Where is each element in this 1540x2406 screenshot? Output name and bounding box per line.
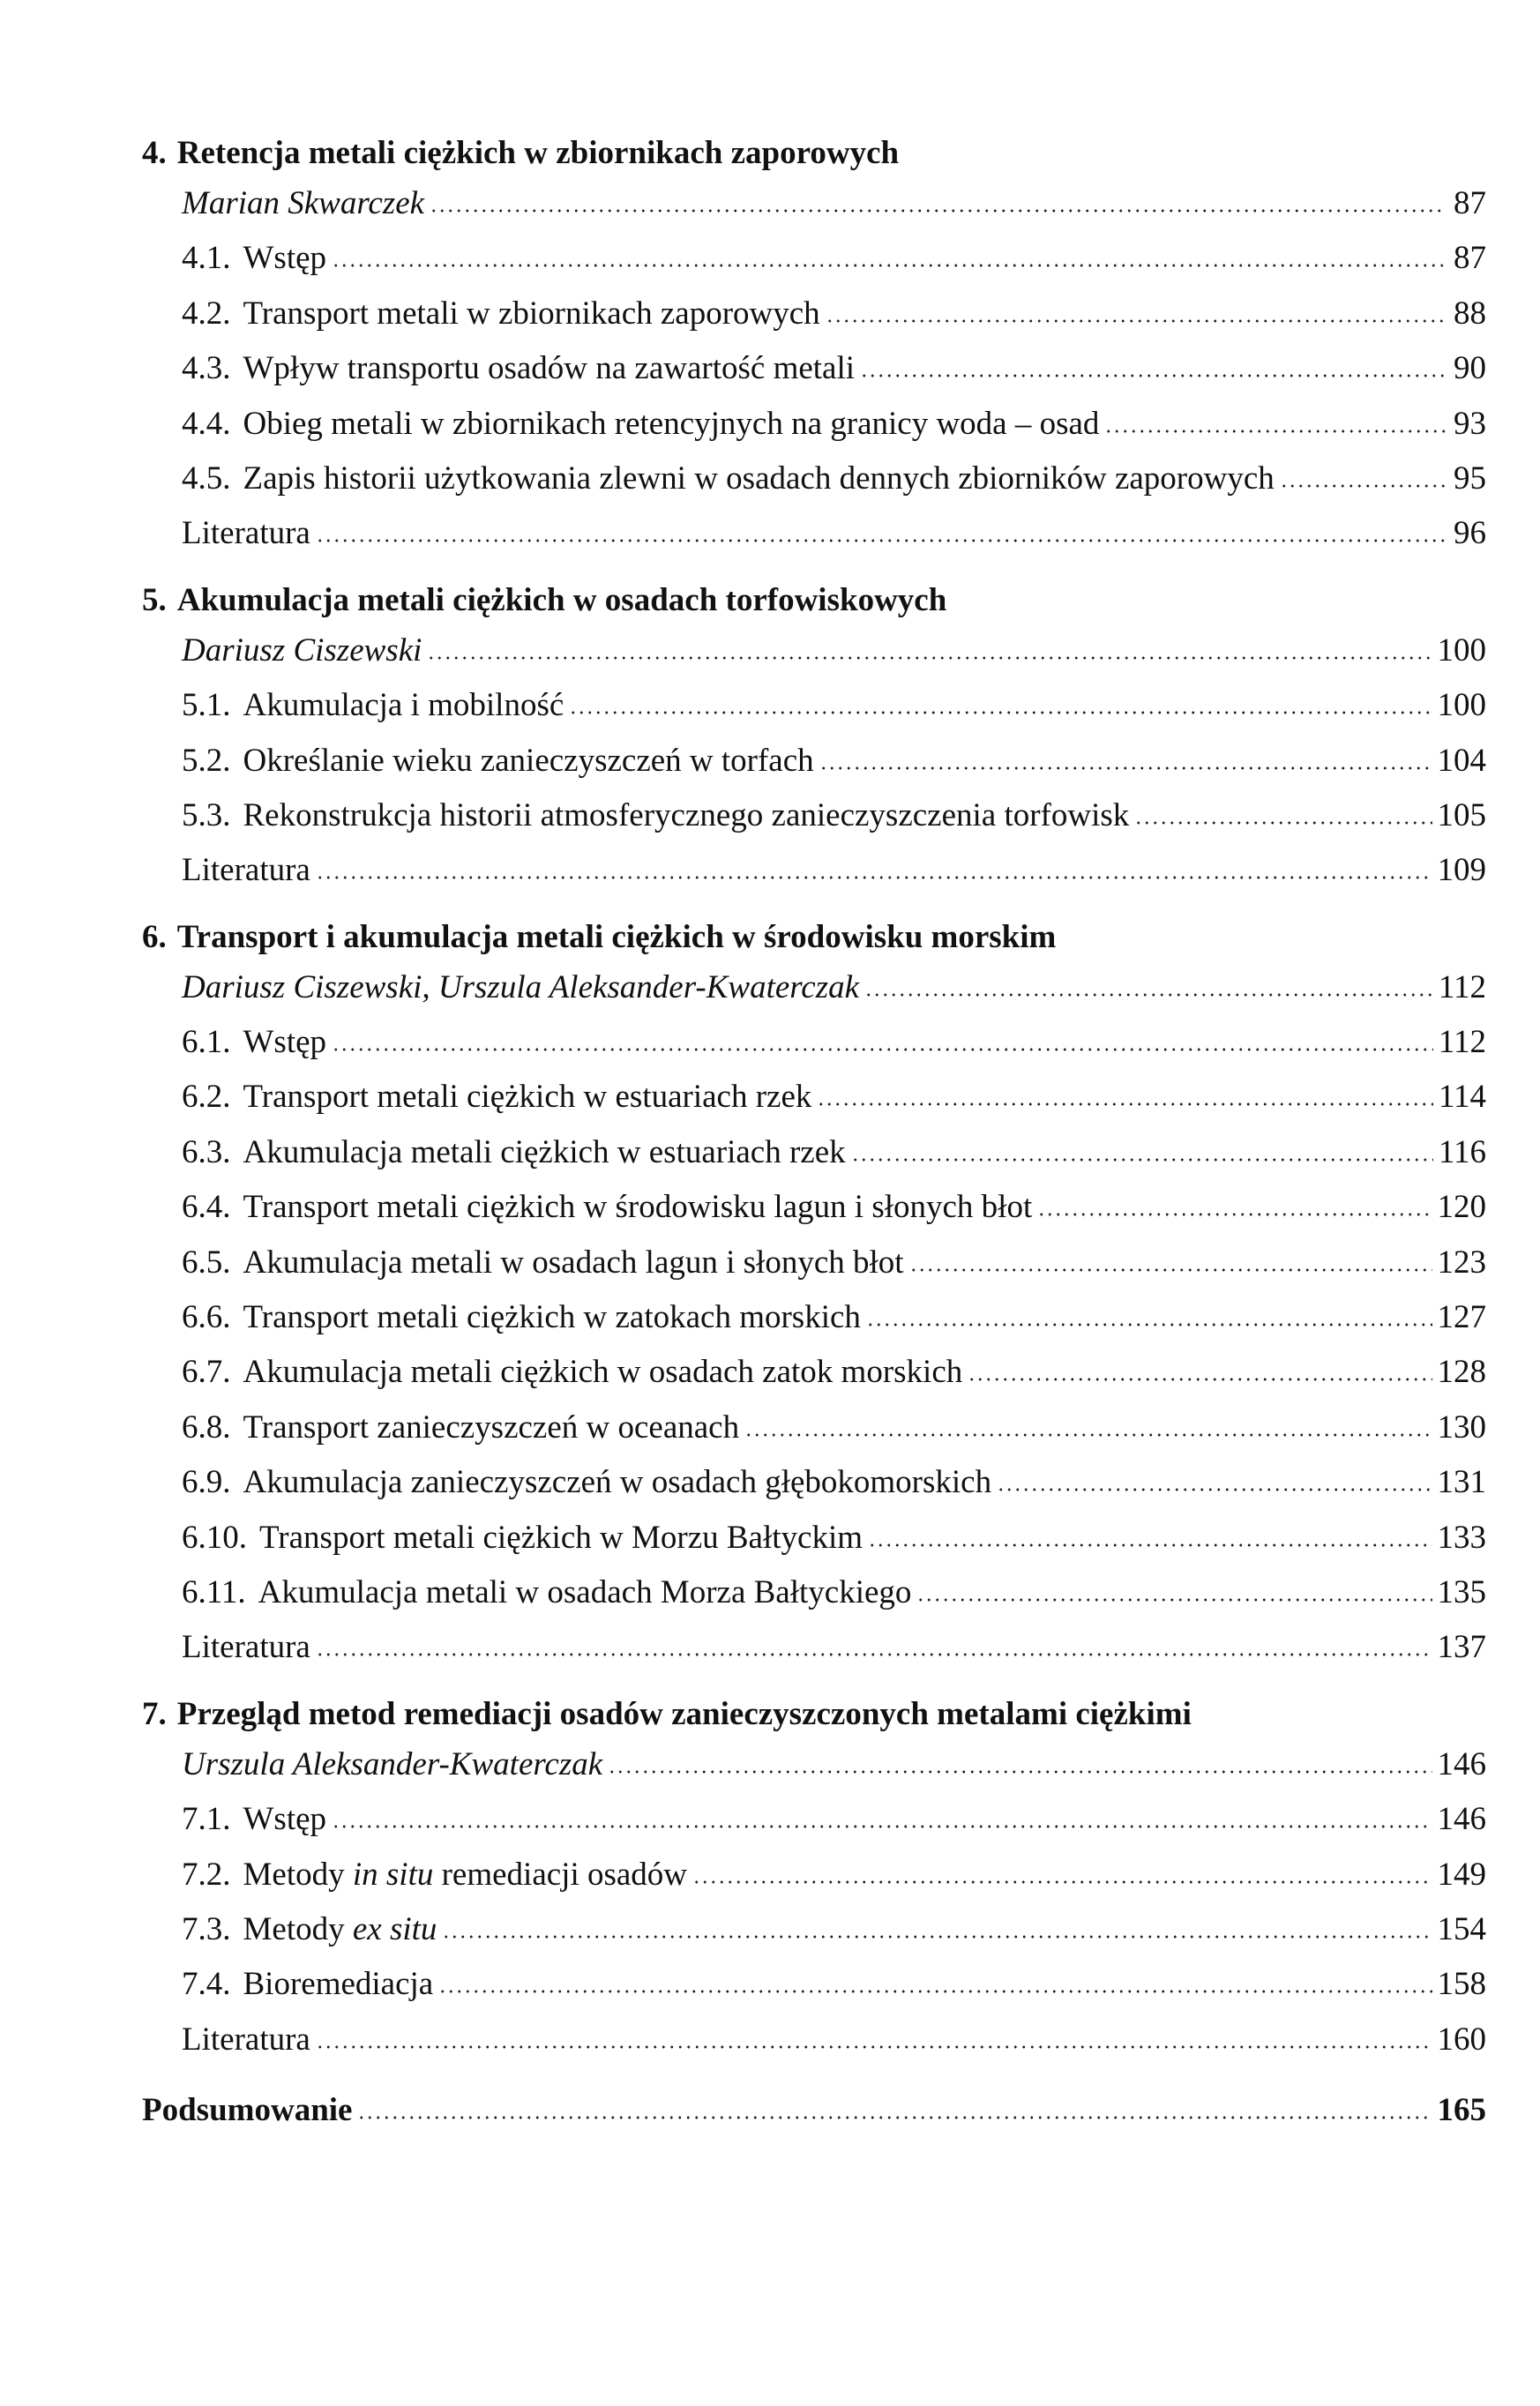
entry-title <box>243 1455 992 1510</box>
entry-number: 6.8. <box>182 1408 231 1446</box>
table-of-contents <box>142 131 1486 2139</box>
entry-title <box>243 1345 963 1400</box>
entry-title <box>182 1620 310 1675</box>
dot-leader <box>332 263 1446 268</box>
dot-leader <box>916 1597 1432 1603</box>
entry-title-part: Obieg metali w zbiornikach retencyjnych na granicy woda – osad <box>243 405 1100 442</box>
entry-title <box>243 341 856 396</box>
entry-number: 6.3. <box>182 1133 231 1170</box>
page-number: 146 <box>1437 1801 1486 1838</box>
toc-entry[interactable] <box>182 287 1486 341</box>
entry-number: 6.7. <box>182 1354 231 1391</box>
chapter-title <box>142 578 1486 624</box>
dot-leader <box>864 992 1433 998</box>
entry-title <box>243 678 564 733</box>
entry-title <box>182 2013 310 2067</box>
entry-number: 5.2. <box>182 742 231 779</box>
entry-title <box>182 506 310 561</box>
entry-number: 6.9. <box>182 1464 231 1501</box>
entry-title <box>243 1070 812 1125</box>
dot-leader <box>817 1102 1432 1107</box>
entry-title-part: Metody <box>243 1856 353 1893</box>
toc-entry-summary[interactable] <box>142 2083 1486 2138</box>
dot-leader <box>1280 483 1446 489</box>
entry-title <box>258 1565 912 1620</box>
toc-entry[interactable] <box>182 1902 1486 1957</box>
entry-title-part: Metody <box>243 1910 353 1947</box>
dot-leader <box>692 1879 1432 1885</box>
toc-entry[interactable] <box>182 1511 1486 1565</box>
chapter-author: Dariusz Ciszewski, Urszula Aleksander-Kwaterczak <box>182 968 860 1005</box>
page-number: 87 <box>1454 240 1486 277</box>
entry-title <box>243 1290 861 1345</box>
page-number: 104 <box>1437 742 1486 779</box>
entry-title <box>243 287 820 341</box>
dot-leader <box>1104 429 1446 434</box>
entry-title <box>243 452 1275 506</box>
page-number: 96 <box>1454 515 1486 552</box>
entry-title-part: Zapis historii użytkowania zlewni w osadach dennych zbiorników zaporowych <box>243 460 1275 497</box>
entry-title-part: Literatura <box>182 1629 310 1666</box>
page-number: 105 <box>1437 796 1486 833</box>
entry-number: 6.2. <box>182 1079 231 1116</box>
entry-number: 7.3. <box>182 1910 231 1947</box>
dot-leader <box>430 208 1446 213</box>
entry-title-part: Wstęp <box>243 1024 327 1061</box>
entry-title-part: Transport zanieczyszczeń w oceanach <box>243 1408 740 1446</box>
entry-number: 5.3. <box>182 796 231 833</box>
entry-title-part: Bioremediacja <box>243 1966 434 2003</box>
toc-entry[interactable] <box>182 231 1486 286</box>
dot-leader <box>316 875 1432 880</box>
chapter-title <box>142 1692 1486 1737</box>
entry-number: 7.4. <box>182 1966 231 2003</box>
dot-leader <box>860 373 1446 378</box>
entry-title-part: ex situ <box>352 1910 437 1947</box>
dot-leader <box>1134 820 1432 826</box>
toc-entry[interactable] <box>182 397 1486 452</box>
dot-leader <box>851 1157 1433 1162</box>
entry-title: Podsumowanie <box>142 2092 353 2129</box>
entry-title <box>182 843 310 898</box>
entry-title-part: Wstęp <box>243 1801 327 1838</box>
toc-entry[interactable] <box>182 1015 1486 1070</box>
entry-title-part: remediacji osadów <box>433 1856 688 1893</box>
page-number: 93 <box>1454 405 1486 442</box>
page-number: 116 <box>1438 1133 1486 1170</box>
chapter-title-text: Transport i akumulacja metali ciężkich w środowisku morskim <box>176 918 1057 955</box>
entry-title-part: Akumulacja metali ciężkich w estuariach rzek <box>243 1133 846 1170</box>
entry-title-part: Literatura <box>182 2021 310 2058</box>
entry-number: 4.2. <box>182 295 231 332</box>
dot-leader <box>332 1824 1432 1829</box>
entry-title <box>243 397 1100 452</box>
chapter-author-row[interactable] <box>182 624 1486 678</box>
toc-entry[interactable] <box>182 1290 1486 1345</box>
toc-entry[interactable] <box>182 452 1486 506</box>
page-number: 154 <box>1437 1910 1486 1947</box>
entry-title-part: Rekonstrukcja historii atmosferycznego zanieczyszczenia torfowisk <box>243 796 1130 833</box>
chapter-author-row[interactable] <box>182 176 1486 231</box>
dot-leader <box>744 1432 1432 1438</box>
entry-number: 6.6. <box>182 1299 231 1336</box>
dot-leader <box>868 1543 1432 1548</box>
chapter-author-row[interactable] <box>182 960 1486 1015</box>
entry-title-part: Akumulacja metali w osadach lagun i słonych błot <box>243 1244 904 1281</box>
dot-leader <box>826 318 1446 324</box>
chapter-title <box>142 915 1486 960</box>
page-number: 120 <box>1437 1189 1486 1226</box>
page-number: 112 <box>1438 1024 1486 1061</box>
page-number: 135 <box>1437 1573 1486 1610</box>
chapter-title <box>142 131 1486 176</box>
dot-leader <box>427 655 1432 661</box>
page-number: 128 <box>1437 1354 1486 1391</box>
entry-title-part: Określanie wieku zanieczyszczeń w torfach <box>243 742 814 779</box>
page-number: 137 <box>1437 1629 1486 1666</box>
toc-entry[interactable] <box>182 678 1486 733</box>
entry-number: 4.3. <box>182 350 231 387</box>
chapter-author: Urszula Aleksander-Kwaterczak <box>182 1745 603 1782</box>
entry-title-part: Transport metali ciężkich w zatokach morskich <box>243 1299 861 1336</box>
page-number: 165 <box>1437 2092 1486 2129</box>
toc-entry[interactable] <box>182 1070 1486 1125</box>
dot-leader <box>316 2044 1432 2050</box>
entry-title <box>243 1125 846 1180</box>
entry-number: 5.1. <box>182 687 231 724</box>
dot-leader <box>357 2115 1432 2120</box>
entry-number: 7.1. <box>182 1801 231 1838</box>
chapter-title-text: Przegląd metod remediacji osadów zanieczyszczonych metalami ciężkimi <box>176 1695 1192 1732</box>
toc-entry[interactable] <box>182 1180 1486 1235</box>
dot-leader <box>866 1322 1432 1327</box>
entry-number: 6.4. <box>182 1189 231 1226</box>
chapter-number: 5. <box>142 581 167 618</box>
chapter-author-row[interactable] <box>182 1737 1486 1792</box>
dot-leader <box>316 1652 1432 1657</box>
page-number: 88 <box>1454 295 1486 332</box>
page-number: 90 <box>1454 350 1486 387</box>
entry-title-part: Transport metali w zbiornikach zaporowych <box>243 295 820 332</box>
entry-title-part: Akumulacja zanieczyszczeń w osadach głębokomorskich <box>243 1464 992 1501</box>
toc-entry[interactable] <box>182 1848 1486 1902</box>
chapter-author: Marian Skwarczek <box>182 185 425 221</box>
chapter-number: 4. <box>142 135 167 171</box>
entry-title <box>243 1902 437 1957</box>
dot-leader <box>909 1267 1432 1273</box>
page-number: 109 <box>1437 852 1486 889</box>
dot-leader <box>332 1047 1433 1052</box>
page-number: 133 <box>1437 1519 1486 1556</box>
dot-leader <box>442 1934 1432 1939</box>
chapter-title-text: Retencja metali ciężkich w zbiornikach zaporowych <box>176 135 900 171</box>
toc-entry[interactable] <box>182 1565 1486 1620</box>
entry-number: 6.5. <box>182 1244 231 1281</box>
entry-title <box>243 1236 904 1290</box>
entry-title <box>243 1401 740 1455</box>
entry-title-part: Akumulacja i mobilność <box>243 687 564 724</box>
entry-title-part: Wpływ transportu osadów na zawartość metali <box>243 350 856 387</box>
entry-title-part: Literatura <box>182 852 310 889</box>
entry-title <box>243 1848 688 1902</box>
entry-number: 7.2. <box>182 1856 231 1893</box>
entry-title <box>243 734 814 788</box>
page-number: 149 <box>1437 1856 1486 1893</box>
dot-leader <box>608 1769 1432 1775</box>
entry-title-part: Akumulacja metali ciężkich w osadach zatok morskich <box>243 1354 963 1391</box>
entry-title <box>243 1180 1033 1235</box>
page-number: 146 <box>1437 1745 1486 1782</box>
toc-entry[interactable] <box>182 734 1486 788</box>
entry-title <box>243 1015 327 1070</box>
page-number: 127 <box>1437 1299 1486 1336</box>
entry-title <box>243 1957 434 2012</box>
toc-entry-literatura[interactable] <box>182 2013 1486 2067</box>
toc-entry[interactable] <box>182 1236 1486 1290</box>
dot-leader <box>438 1989 1432 1994</box>
dot-leader <box>997 1487 1432 1492</box>
chapter-section <box>142 1692 1486 2067</box>
entry-number: 4.5. <box>182 460 231 497</box>
chapter-number: 6. <box>142 918 167 955</box>
entry-title-part: Wstęp <box>243 240 327 277</box>
toc-entry-literatura[interactable] <box>182 1620 1486 1675</box>
entry-number: 6.1. <box>182 1024 231 1061</box>
toc-entry[interactable] <box>182 1792 1486 1847</box>
toc-entry[interactable] <box>182 341 1486 396</box>
page-number: 123 <box>1437 1244 1486 1281</box>
toc-entry[interactable] <box>182 1401 1486 1455</box>
toc-entry[interactable] <box>182 1345 1486 1400</box>
entry-title-part: Literatura <box>182 515 310 552</box>
page-number: 114 <box>1438 1079 1486 1116</box>
page-number: 95 <box>1454 460 1486 497</box>
entry-title-part: Transport metali ciężkich w środowisku lagun i słonych błot <box>243 1189 1033 1226</box>
entry-title-part: Transport metali ciężkich w Morzu Bałtyckim <box>259 1519 863 1556</box>
chapter-author: Dariusz Ciszewski <box>182 631 422 669</box>
page-number: 87 <box>1454 185 1486 221</box>
dot-leader <box>819 766 1432 771</box>
dot-leader <box>968 1377 1432 1382</box>
toc-entry[interactable] <box>182 788 1486 843</box>
toc-entry-literatura[interactable] <box>182 506 1486 561</box>
page-number: 112 <box>1438 968 1486 1005</box>
page-number: 100 <box>1437 687 1486 724</box>
dot-leader <box>569 710 1432 715</box>
page-number: 160 <box>1437 2021 1486 2058</box>
toc-entry[interactable] <box>182 1957 1486 2012</box>
entry-number: 6.11. <box>182 1573 246 1610</box>
page-number: 100 <box>1437 631 1486 669</box>
entry-title-part: Transport metali ciężkich w estuariach rzek <box>243 1079 812 1116</box>
entry-number: 4.4. <box>182 405 231 442</box>
entry-title <box>243 788 1130 843</box>
entry-number: 6.10. <box>182 1519 247 1556</box>
page-number: 131 <box>1437 1464 1486 1501</box>
entry-title <box>259 1511 863 1565</box>
dot-leader <box>316 538 1446 543</box>
chapter-section <box>142 578 1486 899</box>
toc-entry[interactable] <box>182 1455 1486 1510</box>
entry-number: 4.1. <box>182 240 231 277</box>
dot-leader <box>1037 1212 1432 1217</box>
chapter-title-text: Akumulacja metali ciężkich w osadach torfowiskowych <box>176 581 947 618</box>
toc-entry-literatura[interactable] <box>182 843 1486 898</box>
page-number: 158 <box>1437 1966 1486 2003</box>
chapter-number: 7. <box>142 1695 167 1732</box>
entry-title-part: in situ <box>352 1856 434 1893</box>
entry-title <box>243 231 327 286</box>
entry-title <box>243 1792 327 1847</box>
chapter-section <box>142 915 1486 1676</box>
entry-title-part: Akumulacja metali w osadach Morza Bałtyckiego <box>258 1573 912 1610</box>
page-number: 130 <box>1437 1408 1486 1446</box>
toc-entry[interactable] <box>182 1125 1486 1180</box>
chapter-section <box>142 131 1486 562</box>
